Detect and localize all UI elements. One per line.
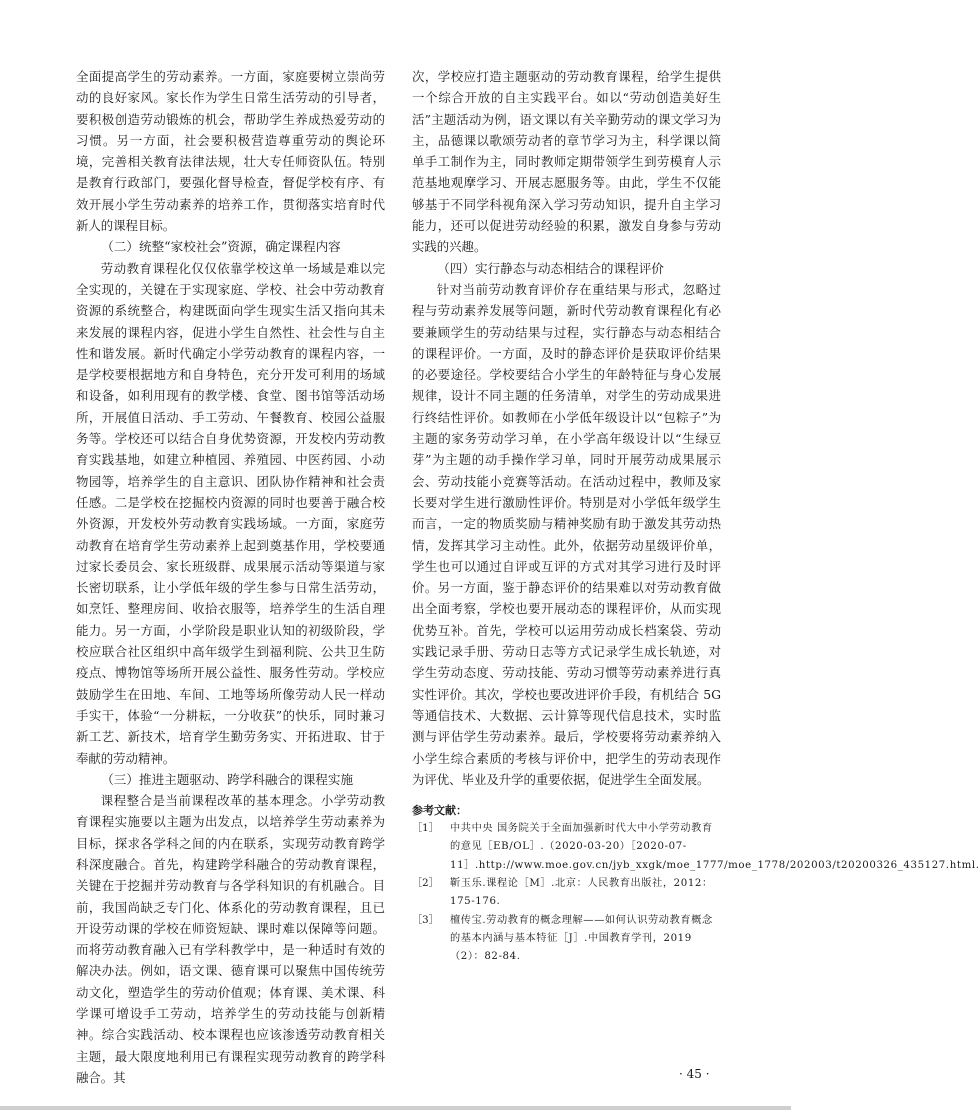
- paragraph: 针对当前劳动教育评价存在重结果与形式，忽略过程与劳动素养发展等问题，新时代劳动教育课程化有必要兼顾学生的劳动结果与过程，实行静态与动态相结合的课程评价。一方面，及时的静态评价是获取评价结果的必要途径。学校要结合小学生的年龄特征与身心发展规律，设计不同主题的任务清单，对学生的劳动成果进行终结性评价。如教师在小学低年级设计以“包粽子”为主题的家务劳动学习单，在小学高年级设计以“生绿豆芽”为主题的动手操作学习单，同时开展劳动成果展示会、劳动技能小竞赛等活动。在活动过程中，教师及家长要对学生进行激励性评价。特别是对小学低年级学生而言，一定的物质奖励与精神奖励有助于激发其劳动热情，发挥其学习主动性。此外，依据劳动星级评价单，学生也可以通过自评或互评的方式对其学习进行及时评价。另一方面，鉴于静态评价的结果难以对劳动教育做出全面考察，学校也要开展动态的课程评价，从而实现优势互补。首先，学校可以运用劳动成长档案袋、劳动实践记录手册、劳动日志等方式记录学生成长轨迹，对学生劳动态度、劳动技能、劳动习惯等劳动素养进行真实性评价。其次，学校也要改进评价手段，有机结合 5G 等通信技术、大数据、云计算等现代信息技术，实时监测与评估学生劳动素养。最后，学校要将劳动素养纳入小学生综合素质的考核与评价中，把学生的劳动表现作为评优、毕业及升学的重要依据，促进学生全面发展。: [412, 281, 721, 787]
- reference-number: ［1］: [412, 823, 439, 835]
- right-column: [412, 66, 980, 966]
- section-heading: （三）推进主题驱动、跨学科融合的课程实施: [101, 771, 354, 787]
- reference-text: 中共中央 国务院关于全面加强新时代大中小学劳动教育的意见［EB/OL］.（2020-03-20）［2020-07-11］.http://www.moe.gov.cn/jyb_xxgk/moe_1777/moe_1778/202003/t20200326_435127.html.: [450, 823, 980, 871]
- page-number: · 45 ·: [679, 1067, 710, 1081]
- paragraph: 课程整合是当前课程改革的基本理念。小学劳动教育课程实施要以主题为出发点，以培养学生劳动素养为目标，探求各学科之间的内在联系，实现劳动教育跨学科深度融合。首先，构建跨学科融合的劳动教育课程，关键在于挖掘并劳动教育与各学科知识的有机融合。目前，我国尚缺乏专门化、体系化的劳动教育课程，且已开设劳动课的学校在师资短缺、课时难以保障等问题。而将劳动教育融入已有学科教学中，是一种适时有效的解决办法。例如，语文课、德育课可以聚焦中国传统劳动文化，塑造学生的劳动价值观；体育课、美术课、科学课可增设手工劳动，培养学生的劳动技能与创新精神。综合实践活动、校本课程也应该渗透劳动教育相关主题，最大限度地利用已有课程实现劳动教育的跨学科融合。其: [76, 793, 385, 1085]
- reference-number: ［3］: [412, 914, 439, 926]
- section-heading: （二）统整“家校社会”资源，确定课程内容: [101, 239, 341, 255]
- footer-divider: [0, 1106, 791, 1110]
- references: [412, 802, 980, 966]
- paragraph: 全面提高学生的劳动素养。一方面，家庭要树立崇尚劳动的良好家风。家长作为学生日常生活劳动的引导者，要积极创造劳动锻炼的机会，帮助学生养成热爱劳动的习惯。另一方面，社会要积极营造尊重劳动的舆论环境，完善相关教育法律法规，壮大专任师资队伍。特别是教育行政部门，要强化督导检查，督促学校有序、有效开展小学生劳动素养的培养工作，贯彻落实培育时代新人的课程目标。: [76, 69, 385, 234]
- paragraph: 劳动教育课程化仅仅依靠学校这单一场域是难以完全实现的，关键在于实现家庭、学校、社会中劳动教育资源的系统整合，构建既面向学生现实生活又指向其未来发展的课程内容，促进小学生自然性、社会性与自主性和谐发展。新时代确定小学劳动教育的课程内容，一是学校要根据地方和自身特色，充分开发可利用的场域和设备，如利用现有的教学楼、食堂、图书馆等活动场所，开展值日活动、手工劳动、午餐教育、校园公益服务等。学校还可以结合自身优势资源，开发校内劳动教育实践基地，如建立种植园、养殖园、中医药园、小动物园等，培养学生的自主意识、团队协作精神和社会责任感。二是学校在挖掘校内资源的同时也要善于融合校外资源，开发校外劳动教育实践场域。一方面，家庭劳动教育在培育学生劳动素养上起到奠基作用，学校要通过家长委员会、家长班级群、成果展示活动等渠道与家长密切联系，让小学低年级的学生参与日常生活劳动，如烹饪、整理房间、收拾衣服等，培养学生的生活自理能力。另一方面，小学阶段是职业认知的初级阶段，学校应联合社区组织中高年级学生到福利院、公共卫生防疫点、博物馆等场所开展公益性、服务性劳动。学校应鼓励学生在田地、车间、工地等场所像劳动人民一样动手实干，体验“一分耕耘，一分收获”的快乐，同时兼习新工艺、新技术，培育学生勤劳务实、开拓进取、甘于奉献的劳动精神。: [76, 260, 385, 766]
- reference-item: [412, 820, 980, 875]
- reference-item: [412, 912, 721, 967]
- reference-item: [412, 875, 721, 912]
- left-column: [76, 66, 385, 1088]
- reference-number: ［2］: [412, 877, 439, 889]
- reference-text: 檀传宝.劳动教育的概念理解——如何认识劳动教育概念的基本内涵与基本特征［J］.中国教育学刊，2019（2）：82-84.: [450, 914, 713, 963]
- paragraph: 次，学校应打造主题驱动的劳动教育课程，给学生提供一个综合开放的自主实践平台。如以“劳动创造美好生活”主题活动为例，语文课以有关辛勤劳动的课文学习为主，品德课以歌颂劳动者的章节学习为主，科学课以简单手工制作为主，同时教师定期带领学生到劳模育人示范基地观摩学习、开展志愿服务等。由此，学生不仅能够基于不同学科视角深入学习劳动知识，提升自主学习能力，还可以促进劳动经验的积累，激发自身参与劳动实践的兴趣。: [412, 69, 721, 255]
- references-title: 参考文献：: [412, 804, 467, 818]
- reference-text: 靳玉乐.课程论［M］.北京：人民教育出版社，2012：175-176.: [450, 877, 713, 908]
- section-heading: （四）实行静态与动态相结合的课程评价: [437, 260, 664, 276]
